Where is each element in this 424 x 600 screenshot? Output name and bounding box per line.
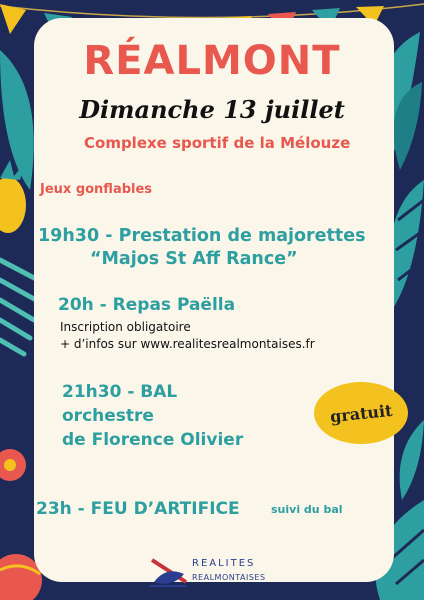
bal-event-line-3: de Florence Olivier [62,430,244,450]
logo-emblem-icon [146,552,190,592]
event-date: Dimanche 13 juillet [79,95,345,124]
inscription-note: Inscription obligatoire [60,320,191,334]
bouncy-games-label: Jeux gonflables [40,182,153,197]
bal-event-line-1: 21h30 - BAL [62,382,178,402]
bal-event-line-2: orchestre [62,406,154,426]
paella-event: 20h - Repas Paëlla [58,295,236,315]
flower-decoration-left [0,440,34,490]
info-website-note: + d’infos sur www.realitesrealmontaises.fr [60,337,315,351]
event-venue: Complexe sportif de la Mélouze [84,134,351,152]
pineapple-decoration [0,160,30,240]
majorettes-event-line-2: “Majos St Aff Rance” [90,249,298,269]
fireworks-event: 23h - FEU D’ARTIFICE [36,499,240,519]
organizer-logo [146,552,276,592]
logo-text-line-2: REALMONTAISES [192,573,266,582]
free-entry-badge [314,382,408,444]
town-title: RÉALMONT [83,38,341,84]
majorettes-event-line-1: 19h30 - Prestation de majorettes [38,226,366,246]
free-entry-label: gratuit [328,400,394,426]
logo-text-line-1: REALITES [192,558,256,569]
fireworks-followup-note: suivi du bal [271,503,343,516]
